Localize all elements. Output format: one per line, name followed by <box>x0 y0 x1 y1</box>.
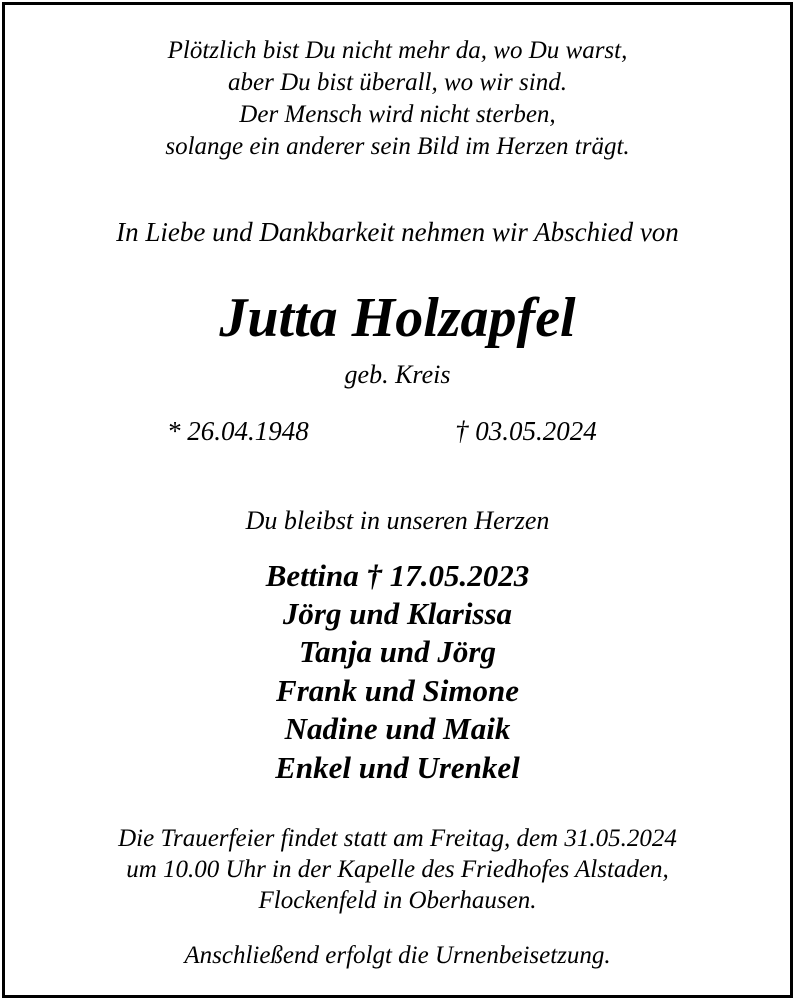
funeral-info-line: um 10.00 Uhr in der Kapelle des Friedhofes Alstaden, <box>126 856 669 883</box>
funeral-info-line: Die Trauerfeier findet statt am Freitag, dem 31.05.2024 <box>118 825 677 852</box>
mourner-line: Tanja und Jörg <box>299 634 496 669</box>
mourner-line: Enkel und Urenkel <box>275 750 520 785</box>
deceased-name: Jutta Holzapfel <box>219 287 576 349</box>
poem-line: solange ein anderer sein Bild im Herzen trägt. <box>165 133 630 160</box>
closing-note: Anschließend erfolgt die Urnenbeisetzung. <box>184 942 611 969</box>
mourner-line: Nadine und Maik <box>284 711 511 746</box>
death-date: † 03.05.2024 <box>455 416 597 446</box>
maiden-name: geb. Kreis <box>344 360 451 389</box>
birth-date: * 26.04.1948 <box>167 416 309 446</box>
poem-line: Der Mensch wird nicht sterben, <box>239 101 556 128</box>
mourner-line: Bettina † 17.05.2023 <box>265 558 530 593</box>
poem-line: Plötzlich bist Du nicht mehr da, wo Du warst, <box>167 37 628 64</box>
farewell-intro: In Liebe und Dankbarkeit nehmen wir Abschied von <box>116 217 679 247</box>
mourner-line: Jörg und Klarissa <box>282 596 513 631</box>
mourner-line: Frank und Simone <box>276 673 519 708</box>
poem-line: aber Du bist überall, wo wir sind. <box>228 69 567 96</box>
funeral-info-line: Flockenfeld in Oberhausen. <box>258 887 537 914</box>
motto: Du bleibst in unseren Herzen <box>245 506 550 535</box>
